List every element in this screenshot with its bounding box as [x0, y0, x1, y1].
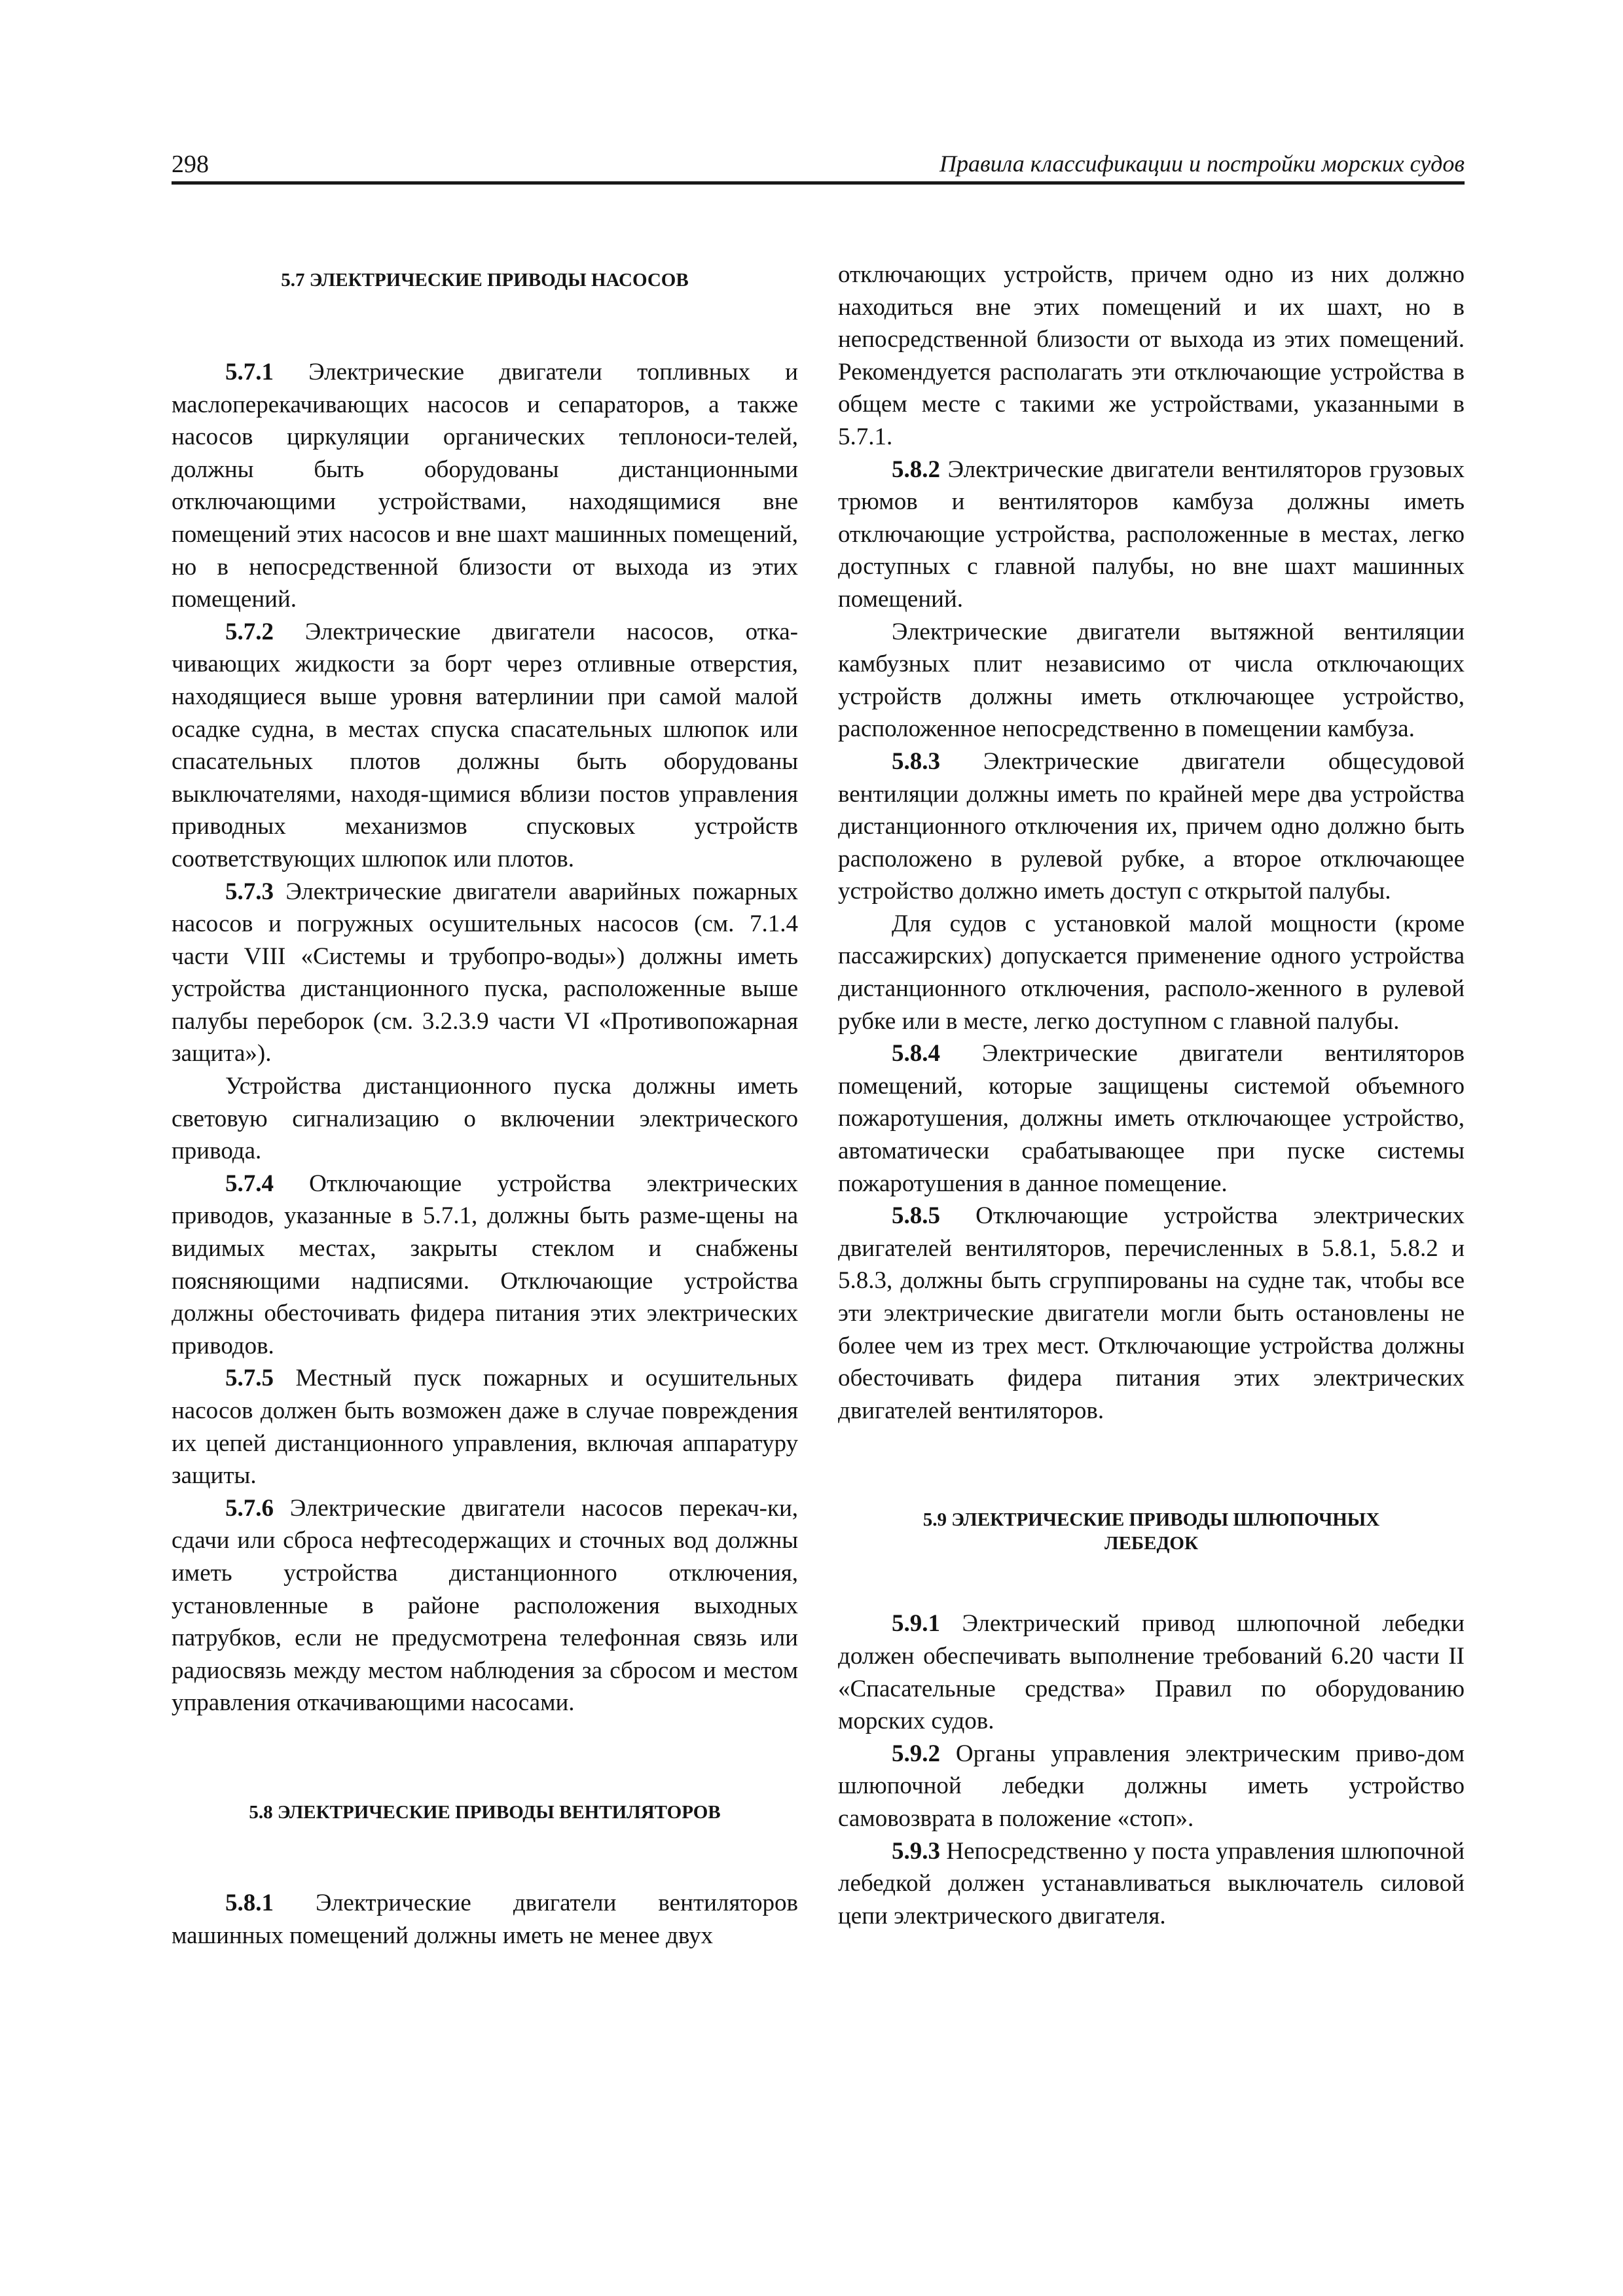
paragraph-5-7-2	[172, 616, 798, 876]
paragraph-5-8-5	[838, 1200, 1465, 1427]
paragraph-number: 5.9.2	[892, 1740, 940, 1767]
paragraph-number: 5.7.1	[225, 359, 274, 386]
paragraph-number: 5.7.6	[225, 1494, 274, 1522]
paragraph-number: 5.8.2	[892, 456, 940, 483]
paragraph-text: Электрические двигатели вентиляторов машинных помещений должны иметь не менее двух	[172, 1889, 798, 1949]
paragraph-number: 5.7.2	[225, 618, 274, 645]
paragraph-number: 5.7.4	[225, 1170, 274, 1197]
paragraph-number: 5.8.5	[892, 1202, 940, 1230]
paragraph-text: Органы управления электрическим приво-дом шлюпочной лебедки должны иметь устройство самовозврата в положение «стоп».	[838, 1740, 1465, 1832]
paragraph-number: 5.8.1	[225, 1889, 274, 1916]
section-heading-5-7: 5.7 ЭЛЕКТРИЧЕСКИЕ ПРИВОДЫ НАСОСОВ	[281, 270, 689, 291]
paragraph-5-8-2	[838, 454, 1465, 616]
paragraph-5-8-4	[838, 1037, 1465, 1200]
paragraph-5-9-3	[838, 1835, 1465, 1933]
paragraph-text: Электрический привод шлюпочной лебедки должен обеспечивать выполнение требований 6.20 части II «Спасательные средства» Правил по оборудованию морских судов.	[838, 1610, 1465, 1735]
paragraph-5-8-2-note: Электрические двигатели вытяжной вентиляции камбузных плит независимо от числа отключающих устройств должны иметь отключающее устройство, расположенное непосредственно в помещении камбуза.	[838, 618, 1465, 743]
paragraph-number: 5.8.3	[892, 747, 940, 775]
paragraph-text: Электрические двигатели вентиляторов помещений, которые защищены системой объемного пожаротушения, должны иметь отключающее устройство, автоматически срабатывающее при пуске системы пожаротушения в данное помещение.	[838, 1040, 1465, 1197]
paragraph-text: Электрические двигатели аварийных пожарных насосов и погружных осушительных насосов (см. 7.1.4 части VIII «Системы и трубопро-воды») должны иметь устройства дистанционного пуска, расположенные выше палубы переборок (см. 3.2.3.9 части VI «Противопожарная защита»).	[172, 878, 798, 1067]
paragraph-text: Электрические двигатели насосов перекач-ки, сдачи или сброса нефтесодержащих и сточных вод должны иметь устройства дистанционного отключения, установленные в районе расположения выходных патрубков, если не предусмотрена телефонная связь или радиосвязь между местом наблюдения за сбросом и местом управления откачивающими насосами.	[172, 1494, 798, 1717]
paragraph-text: Непосредственно у поста управления шлюпочной лебедкой должен устанавливаться выключатель силовой цепи электрического двигателя.	[838, 1837, 1465, 1929]
paragraph-text: Отключающие устройства электрических приводов, указанные в 5.7.1, должны быть разме-щены на видимых местах, закрыты стеклом и снабжены поясняющими надписями. Отключающие устройства должны обесточивать фидера питания этих электрических приводов.	[172, 1170, 798, 1359]
paragraph-5-7-6	[172, 1492, 798, 1719]
paragraph-5-8-1-continued: отключающих устройств, причем одно из них должно находиться вне этих помещений и их шахт, но в непосредственной близости от выхода из этих помещений. Рекомендуется располагать эти отключающие устройства в общем месте с такими же устройствами, указанными в 5.7.1.	[838, 261, 1465, 450]
paragraph-5-8-1	[172, 1887, 798, 1952]
running-title: Правила классификации и постройки морских судов	[939, 151, 1465, 177]
paragraph-text: Местный пуск пожарных и осушительных насосов должен быть возможен даже в случае повреждения их цепей дистанционного управления, включая аппаратуру защиты.	[172, 1365, 798, 1490]
page-header	[172, 147, 1465, 185]
paragraph-5-9-1	[838, 1607, 1465, 1737]
paragraph-number: 5.9.1	[892, 1610, 940, 1638]
left-column	[172, 259, 798, 1952]
paragraph-5-7-5	[172, 1362, 798, 1492]
page-number: 298	[172, 151, 209, 178]
section-heading-5-9-line1: 5.9 ЭЛЕКТРИЧЕСКИЕ ПРИВОДЫ ШЛЮПОЧНЫХ	[922, 1509, 1380, 1531]
paragraph-number: 5.7.5	[225, 1365, 274, 1392]
paragraph-5-7-3-note: Устройства дистанционного пуска должны иметь световую сигнализацию о включении электрического привода.	[172, 1073, 798, 1165]
section-heading-5-8: 5.8 ЭЛЕКТРИЧЕСКИЕ ПРИВОДЫ ВЕНТИЛЯТОРОВ	[249, 1801, 721, 1823]
paragraph-text: Отключающие устройства электрических двигателей вентиляторов, перечисленных в 5.8.1, 5.8.2 и 5.8.3, должны быть сгруппированы на судне так, чтобы все эти электрические двигатели могли быть остановлены не более чем из трех мест. Отключающие устройства должны обесточивать фидера питания этих электрических двигателей вентиляторов.	[838, 1202, 1465, 1424]
paragraph-5-8-3	[838, 745, 1465, 908]
paragraph-number: 5.9.3	[892, 1837, 940, 1865]
paragraph-text: Электрические двигатели топливных и маслоперекачивающих насосов и сепараторов, а также насосов циркуляции органических теплоноси-телей, должны быть оборудованы дистанционными отключающими устройствами, находящимися вне помещений этих насосов и вне шахт машинных помещений, но в непосредственной близости от выхода из этих помещений.	[172, 359, 798, 613]
section-heading-5-9	[838, 1508, 1465, 1555]
paragraph-text: Электрические двигатели общесудовой вентиляции должны иметь по крайней мере два устройства дистанционного отключения их, причем одно должно быть расположено в рулевой рубке, а второе отключающее устройство должно иметь доступ с открытой палубы.	[838, 747, 1465, 905]
paragraph-number: 5.8.4	[892, 1040, 940, 1067]
paragraph-text: Электрические двигатели вентиляторов грузовых трюмов и вентиляторов камбуза должны иметь отключающие устройства, расположенные в местах, легко доступных с главной палубы, но вне шахт машинных помещений.	[838, 456, 1465, 613]
paragraph-number: 5.7.3	[225, 878, 274, 905]
paragraph-5-7-3	[172, 876, 798, 1071]
section-heading-5-9-line2: ЛЕБЕДОК	[1104, 1533, 1198, 1554]
right-column	[838, 259, 1465, 1932]
paragraph-5-7-4	[172, 1168, 798, 1363]
paragraph-5-9-2	[838, 1738, 1465, 1835]
paragraph-text: Электрические двигатели насосов, отка-чивающих жидкости за борт через отливные отверстия, находящиеся выше уровня ватерлинии при самой малой осадке судна, в местах спуска спасательных шлюпок или спасательных плотов должны быть оборудованы выключателями, находя-щимися вблизи постов управления приводных механизмов спусковых устройств соответствующих шлюпок или плотов.	[172, 618, 798, 872]
paragraph-5-8-3-note: Для судов с установкой малой мощности (кроме пассажирских) допускается применение одного устройства дистанционного отключения, располо-женного в рулевой рубке или в месте, легко доступном с главной палубы.	[838, 910, 1465, 1035]
paragraph-5-7-1	[172, 356, 798, 616]
